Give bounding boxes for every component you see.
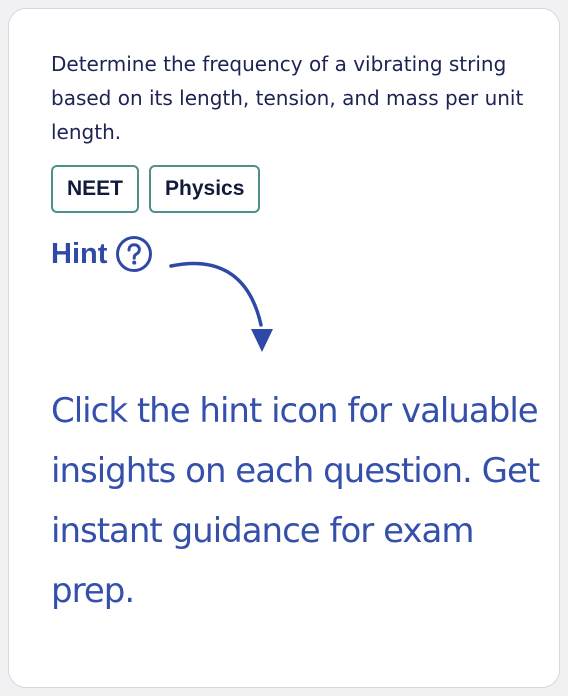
hint-callout: Click the hint icon for valuable insights on each question. Get instant guidance for exam prep. bbox=[51, 391, 540, 611]
tag-physics[interactable]: Physics bbox=[149, 165, 260, 213]
question-card bbox=[8, 8, 560, 688]
hint-label: Hint bbox=[51, 238, 108, 270]
question-text: Determine the frequency of a vibrating string based on its length, tension, and mass per unit length. bbox=[51, 52, 524, 144]
tag-list bbox=[51, 165, 260, 213]
question-circle-icon[interactable] bbox=[115, 235, 153, 273]
tag-neet[interactable]: NEET bbox=[51, 165, 139, 213]
hint-button[interactable] bbox=[51, 235, 153, 273]
